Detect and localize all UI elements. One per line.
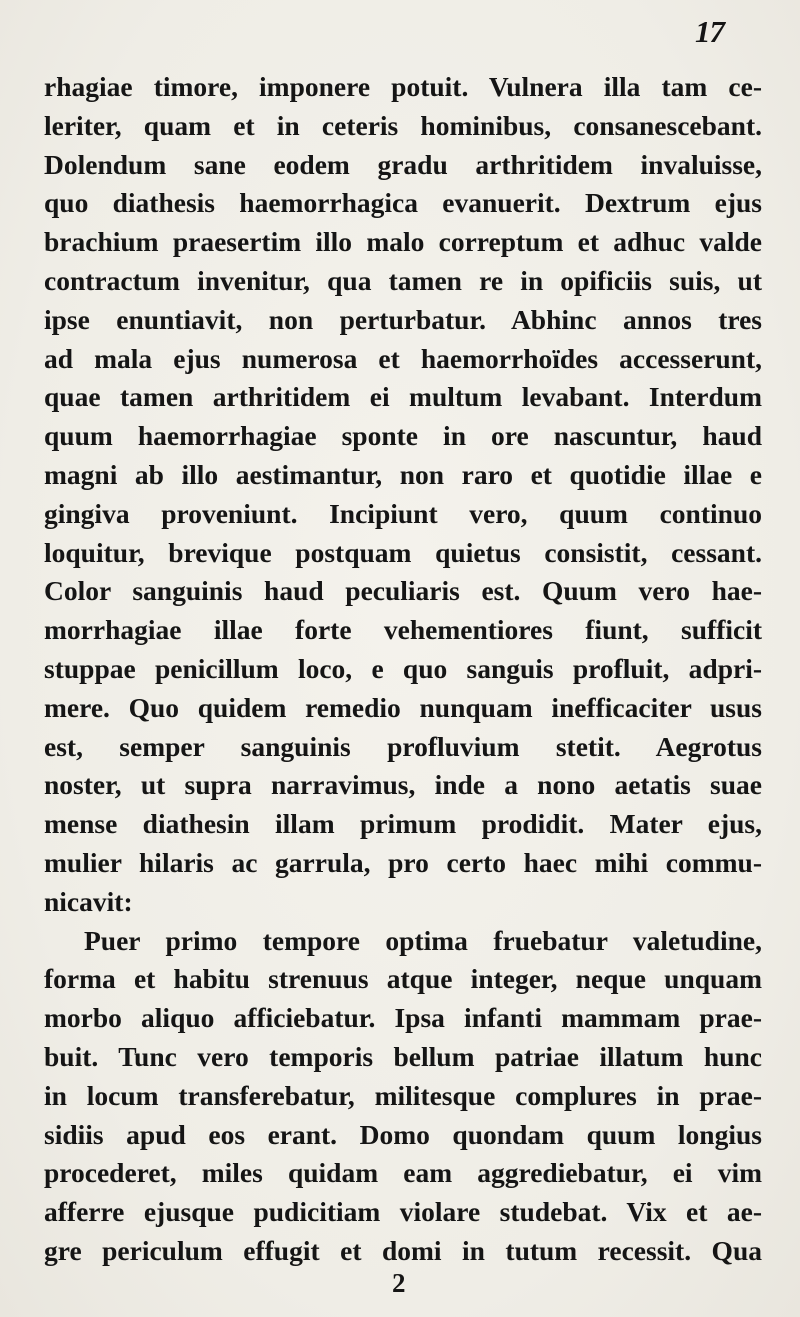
text-line: morrhagiae illae forte vehementiores fiunt, sufficit: [44, 614, 762, 646]
text-line: leriter, quam et in ceteris hominibus, consanescebant.: [44, 109, 762, 141]
text-line: magni ab illo aestimantur, non raro et quotidie illae e: [44, 458, 762, 490]
text-line: in locum transferebatur, militesque complures in prae-: [44, 1079, 762, 1111]
text-line: stuppae penicillum loco, e quo sanguis profluit, adpri-: [44, 652, 762, 684]
text-line: Color sanguinis haud peculiaris est. Quum vero hae-: [44, 575, 762, 607]
page-number: 17: [695, 14, 724, 49]
text-line: afferre ejusque pudicitiam violare studebat. Vix et ae-: [44, 1196, 762, 1228]
text-line: sidiis apud eos erant. Domo quondam quum longius: [44, 1118, 762, 1150]
text-line: ad mala ejus numerosa et haemorrhoïdes accesserunt,: [44, 342, 762, 374]
text-line: rhagiae timore, imponere potuit. Vulnera illa tam ce-: [44, 71, 762, 102]
text-line: quum haemorrhagiae sponte in ore nascuntur, haud: [44, 420, 762, 452]
text-line: nicavit:: [44, 885, 133, 917]
text-line: procederet, miles quidam eam aggrediebatur, ei vim: [44, 1157, 762, 1189]
text-line: brachium praesertim illo malo correptum et adhuc valde: [44, 226, 762, 258]
text-line: Dolendum sane eodem gradu arthritidem invaluisse,: [44, 148, 762, 180]
text-line: loquitur, brevique postquam quietus consistit, cessant.: [44, 536, 762, 568]
text-line: mulier hilaris ac garrula, pro certo haec mihi commu-: [44, 846, 762, 878]
text-line: buit. Tunc vero temporis bellum patriae illatum hunc: [44, 1040, 762, 1072]
text-line: gingiva proveniunt. Incipiunt vero, quum continuo: [44, 497, 762, 529]
text-line: contractum invenitur, qua tamen re in opificiis suis, ut: [44, 264, 762, 296]
text-line: forma et habitu strenuus atque integer, neque unquam: [44, 963, 762, 995]
text-line: quo diathesis haemorrhagica evanuerit. Dextrum ejus: [44, 187, 762, 219]
text-line: mere. Quo quidem remedio nunquam inefficaciter usus: [44, 691, 762, 723]
text-line: gre periculum effugit et domi in tutum recessit. Qua: [44, 1234, 762, 1266]
text-line: est, semper sanguinis profluvium stetit. Aegrotus: [44, 730, 762, 762]
text-line: morbo aliquo afficiebatur. Ipsa infanti mammam prae-: [44, 1002, 762, 1034]
paragraph-first-line: Puer primo tempore optima fruebatur valetudine,: [84, 924, 762, 956]
text-line: mense diathesin illam primum prodidit. Mater ejus,: [44, 808, 762, 840]
body-text: [44, 68, 762, 1271]
text-line: quae tamen arthritidem ei multum levabant. Interdum: [44, 381, 762, 413]
text-line: noster, ut supra narravimus, inde a nono aetatis suae: [44, 769, 762, 801]
text-line: ipse enuntiavit, non perturbatur. Abhinc annos tres: [44, 303, 762, 335]
signature-mark: 2: [392, 1268, 406, 1298]
